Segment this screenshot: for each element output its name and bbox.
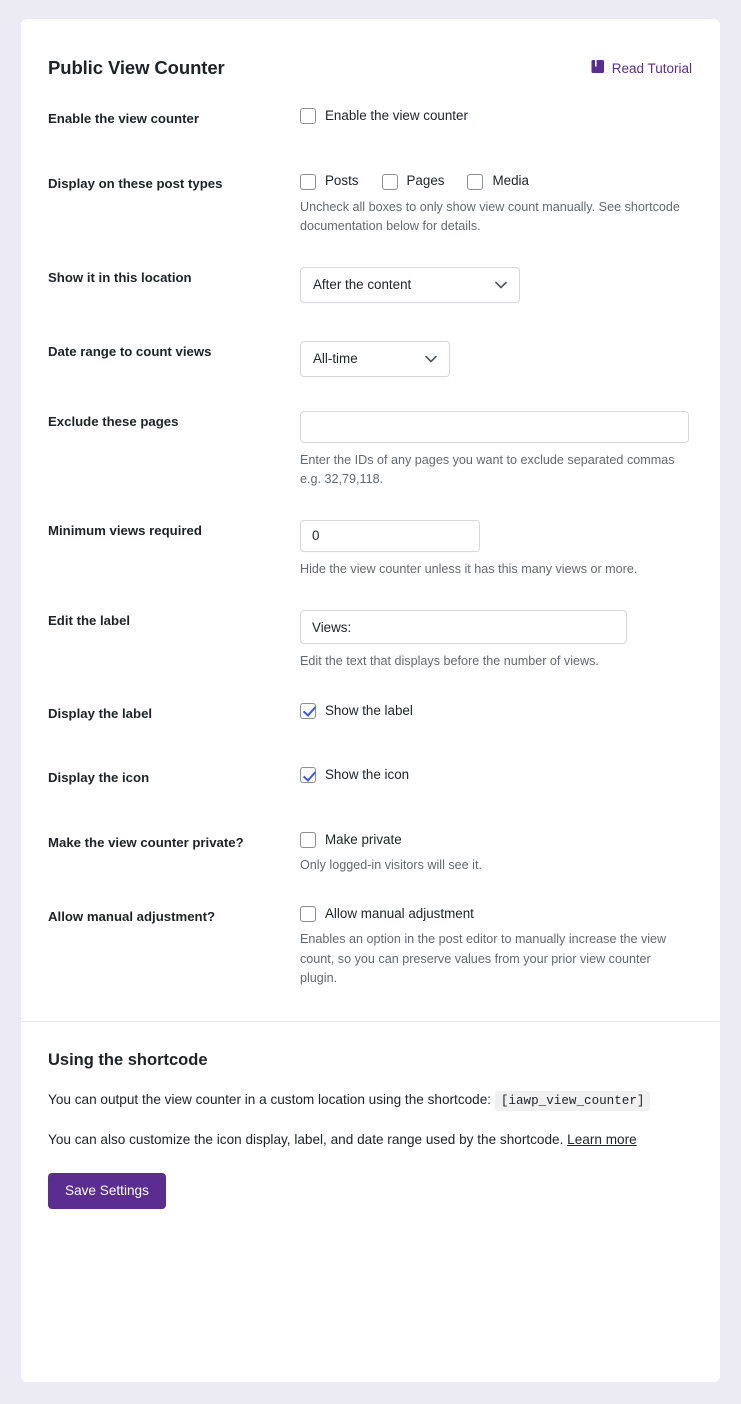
shortcode-paragraph-2	[48, 1129, 693, 1151]
field-display-label	[300, 703, 693, 719]
field-edit-label	[300, 610, 693, 672]
label-display-icon: Display the icon	[48, 770, 150, 786]
checkbox-label-show-icon: Show the icon	[325, 767, 410, 783]
book-icon	[591, 59, 605, 77]
label-minimum-views: Minimum views required	[48, 522, 202, 538]
checkbox-box-enable[interactable]	[300, 108, 316, 124]
row-location	[48, 267, 693, 303]
shortcode-section-title: Using the shortcode	[48, 1050, 208, 1069]
field-make-private	[300, 832, 693, 876]
settings-card	[21, 19, 720, 1382]
read-tutorial-link[interactable]	[591, 59, 692, 77]
field-manual-adjustment	[300, 906, 693, 989]
label-date-range: Date range to count views	[48, 343, 212, 359]
checkbox-box-posts[interactable]	[300, 174, 316, 190]
label-display-label: Display the label	[48, 705, 153, 721]
checkbox-label-enable: Enable the view counter	[325, 108, 468, 123]
edit-label-input[interactable]	[300, 610, 627, 644]
field-post-types	[300, 173, 693, 236]
checkbox-box-pages[interactable]	[382, 174, 398, 190]
learn-more-link[interactable]: Learn more	[567, 1131, 637, 1147]
select-date-range[interactable]	[300, 341, 450, 377]
help-exclude-pages: Enter the IDs of any pages you want to exclude separated commas e.g. 32,79,118.	[300, 452, 675, 487]
shortcode-paragraph-1-text: You can output the view counter in a custom location using the shortcode:	[48, 1091, 492, 1107]
row-edit-label	[48, 610, 693, 672]
save-settings-button[interactable]: Save Settings	[48, 1173, 166, 1209]
shortcode-paragraph-1	[48, 1089, 693, 1111]
label-make-private: Make the view counter private?	[48, 834, 244, 850]
checkbox-box-manual-adjustment[interactable]	[300, 906, 316, 922]
settings-rows	[21, 108, 720, 989]
checkbox-label-posts: Posts	[325, 173, 359, 189]
section-divider	[21, 1021, 720, 1022]
shortcode-section	[21, 1051, 720, 1151]
row-post-types	[48, 173, 693, 236]
exclude-pages-input[interactable]	[300, 411, 689, 443]
shortcode-code: [iawp_view_counter]	[495, 1091, 651, 1111]
checkbox-enable-view-counter[interactable]	[300, 108, 693, 124]
row-minimum-views	[48, 520, 693, 580]
select-wrap-location	[300, 267, 520, 303]
checkbox-label-media: Media	[492, 173, 529, 189]
label-location: Show it in this location	[48, 269, 192, 285]
checkbox-box-show-label[interactable]	[300, 703, 316, 719]
checkbox-post-type-pages[interactable]	[382, 173, 445, 189]
checkbox-post-type-posts[interactable]	[300, 173, 359, 189]
post-types-checkbox-group	[300, 173, 693, 189]
row-display-icon	[48, 767, 693, 787]
label-edit-label: Edit the label	[48, 613, 131, 629]
help-post-types: Uncheck all boxes to only show view count manually. See shortcode documentation below for details.	[300, 199, 680, 234]
minimum-views-input[interactable]	[300, 520, 480, 552]
select-location[interactable]	[300, 267, 520, 303]
checkbox-box-media[interactable]	[467, 174, 483, 190]
field-exclude-pages	[300, 411, 693, 490]
row-date-range	[48, 341, 693, 377]
label-post-types: Display on these post types	[48, 176, 223, 192]
field-location	[300, 267, 693, 303]
field-enable-view-counter	[300, 108, 693, 124]
label-manual-adjustment: Allow manual adjustment?	[48, 909, 216, 925]
row-enable-view-counter	[48, 108, 693, 128]
shortcode-paragraph-2-text: You can also customize the icon display, label, and date range used by the shortcode.	[48, 1131, 564, 1147]
checkbox-box-make-private[interactable]	[300, 832, 316, 848]
checkbox-label-make-private: Make private	[325, 831, 402, 847]
help-minimum-views: Hide the view counter unless it has this many views or more.	[300, 561, 638, 576]
row-manual-adjustment	[48, 906, 693, 989]
checkbox-box-show-icon[interactable]	[300, 767, 316, 783]
row-make-private	[48, 832, 693, 876]
card-header	[21, 19, 720, 79]
page-title: Public View Counter	[48, 57, 225, 78]
select-wrap-date-range	[300, 341, 450, 377]
label-enable-view-counter: Enable the view counter	[48, 111, 199, 126]
checkbox-show-the-icon[interactable]	[300, 767, 693, 783]
read-tutorial-label: Read Tutorial	[611, 60, 692, 76]
checkbox-make-private[interactable]	[300, 832, 693, 848]
checkbox-label-pages: Pages	[406, 173, 445, 189]
checkbox-label-show-label: Show the label	[325, 702, 413, 718]
checkbox-post-type-media[interactable]	[467, 173, 528, 189]
checkbox-show-the-label[interactable]	[300, 703, 693, 719]
checkbox-allow-manual-adjustment[interactable]	[300, 906, 693, 922]
help-edit-label: Edit the text that displays before the number of views.	[300, 654, 599, 669]
field-minimum-views	[300, 520, 693, 580]
save-button-wrap	[21, 1173, 720, 1209]
help-make-private: Only logged-in visitors will see it.	[300, 857, 482, 872]
checkbox-label-manual-adjustment: Allow manual adjustment	[325, 906, 474, 922]
help-manual-adjustment: Enables an option in the post editor to manually increase the view count, so you can preserve values from your prior view counter plugin.	[300, 932, 667, 986]
label-exclude-pages: Exclude these pages	[48, 413, 179, 429]
row-exclude-pages	[48, 411, 693, 490]
field-date-range	[300, 341, 693, 377]
field-display-icon	[300, 767, 693, 783]
row-display-label	[48, 703, 693, 723]
